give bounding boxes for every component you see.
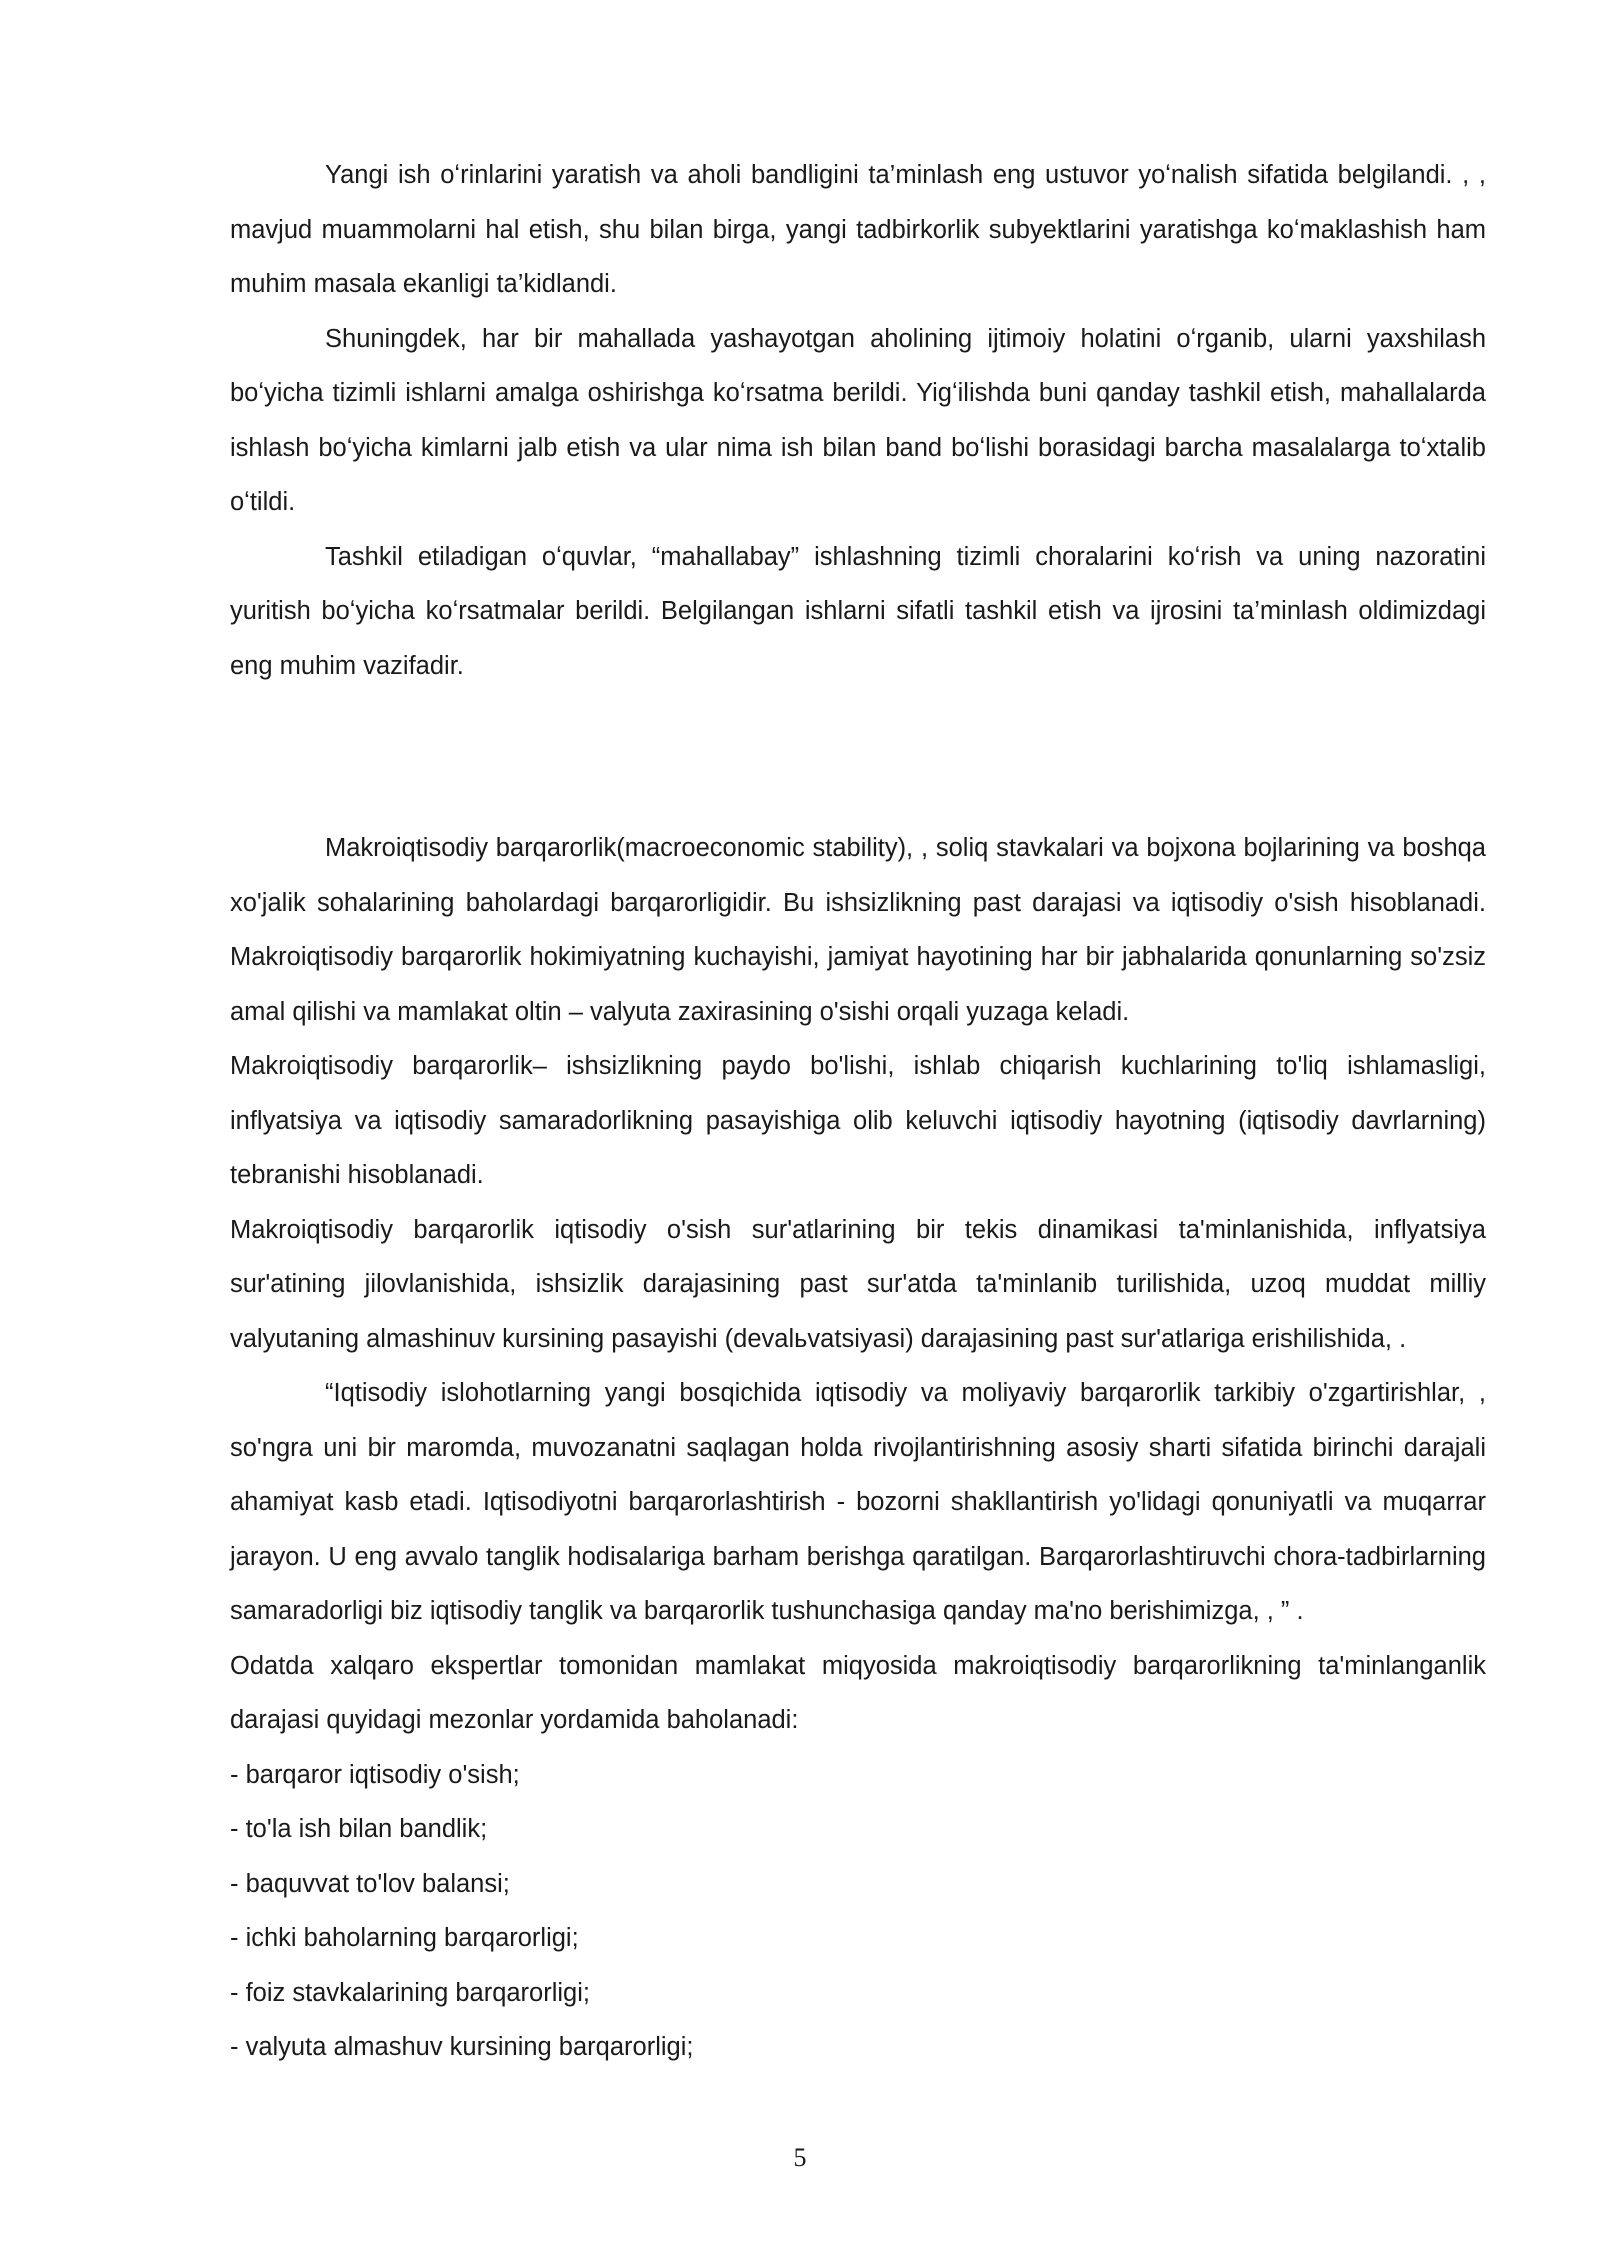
- list-item: - valyuta almashuv kursining barqarorligi;: [230, 2033, 694, 2061]
- paragraph: Makroiqtisodiy barqarorlik– ishsizlikning paydo bo'lishi, ishlab chiqarish kuchlarining to'liq ishlamasligi, inflyatsiya va iqtisodiy samaradorlikning pasayishiga olib keluvchi iqtisodiy hayotning (iqtisodiy davrlarning) tebranishi hisoblanadi.: [230, 1052, 1486, 1189]
- list-item: - ichki baholarning barqarorligi;: [230, 1924, 579, 1952]
- paragraph: Makroiqtisodiy barqarorlik(macroeconomic stability), , soliq stavkalari va bojxona bojlarining va boshqa xo'jalik sohalarining baholardagi barqarorligidir. Bu ishsizlikning past darajasi va iqtisodiy o'sish hisoblanadi. Makroiqtisodiy barqarorlik hokimiyatning kuchayishi, jamiyat hayotining har bir jabhalarida qonunlarning so'zsiz amal qilishi va mamlakat oltin – valyuta zaxirasining o'sishi orqali yuzaga keladi.: [230, 834, 1486, 1026]
- list-item: - barqaror iqtisodiy o'sish;: [230, 1760, 520, 1789]
- list-item: - baquvvat to'lov balansi;: [230, 1869, 510, 1898]
- paragraph: Makroiqtisodiy barqarorlik iqtisodiy o'sish sur'atlarining bir tekis dinamikasi ta'minlanishida, inflyatsiya sur'atining jilovlanishida, ishsizlik darajasining past sur'atda ta'minlanib turilishida, uzoq muddat milliy valyutaning almashinuv kursining pasayishi (devalьvatsiyasi) darajasining past sur'atlariga erishilishida, .: [230, 1215, 1486, 1353]
- criteria-list: [230, 1748, 1486, 2075]
- paragraph: Tashkil etiladigan oʻquvlar, “mahallabay” ishlashning tizimli choralarini koʻrish va uning nazoratini yuritish boʻyicha koʻrsatmalar berildi. Belgilangan ishlarni sifatli tashkil etish va ijrosini ta’minlash oldimizdagi eng muhim vazifadir.: [230, 542, 1486, 680]
- section-employment: [230, 148, 1486, 693]
- list-item: - foiz stavkalarining barqarorligi;: [230, 1978, 590, 2007]
- paragraph: Shuningdek, har bir mahallada yashayotgan aholining ijtimoiy holatini oʻrganib, ularni yaxshilash boʻyicha tizimli ishlarni amalga oshirishga koʻrsatma berildi. Yigʻilishda buni qanday tashkil etish, mahallalarda ishlash boʻyicha kimlarni jalb etish va ular nima ish bilan band boʻlishi borasidagi barcha masalalarga toʻxtalib oʻtildi.: [230, 324, 1486, 516]
- paragraph: Yangi ish oʻrinlarini yaratish va aholi bandligini ta’minlash eng ustuvor yoʻnalish sifatida belgilandi. , , mavjud muammolarni hal etish, shu bilan birga, yangi tadbirkorlik subyektlarini yaratishga koʻmaklashish ham muhim masala ekanligi ta’kidlandi.: [230, 161, 1486, 298]
- paragraph: “Iqtisodiy islohotlarning yangi bosqichida iqtisodiy va moliyaviy barqarorlik tarkibiy o'zgartirishlar, , so'ngra uni bir maromda, muvozanatni saqlagan holda rivojlantirishning asosiy sharti sifatida birinchi darajali ahamiyat kasb etadi. Iqtisodiyotni barqarorlashtirish - bozorni shakllantirish yo'lidagi qonuniyatli va muqarrar jarayon. U eng avvalo tanglik hodisalariga barham berishga qaratilgan. Barqarorlashtiruvchi chora-tadbirlarning samaradorligi biz iqtisodiy tanglik va barqarorlik tushunchasiga qanday ma'no berishimizga, , ” .: [230, 1379, 1486, 1625]
- page-number: 5: [793, 2143, 807, 2172]
- section-macroeconomic-stability: [230, 821, 1486, 2075]
- list-item: - to'la ish bilan bandlik;: [230, 1815, 488, 1843]
- paragraph: Odatda xalqaro ekspertlar tomonidan mamlakat miqyosida makroiqtisodiy barqarorlikning ta'minlanganlik darajasi quyidagi mezonlar yordamida baholanadi:: [230, 1651, 1486, 1734]
